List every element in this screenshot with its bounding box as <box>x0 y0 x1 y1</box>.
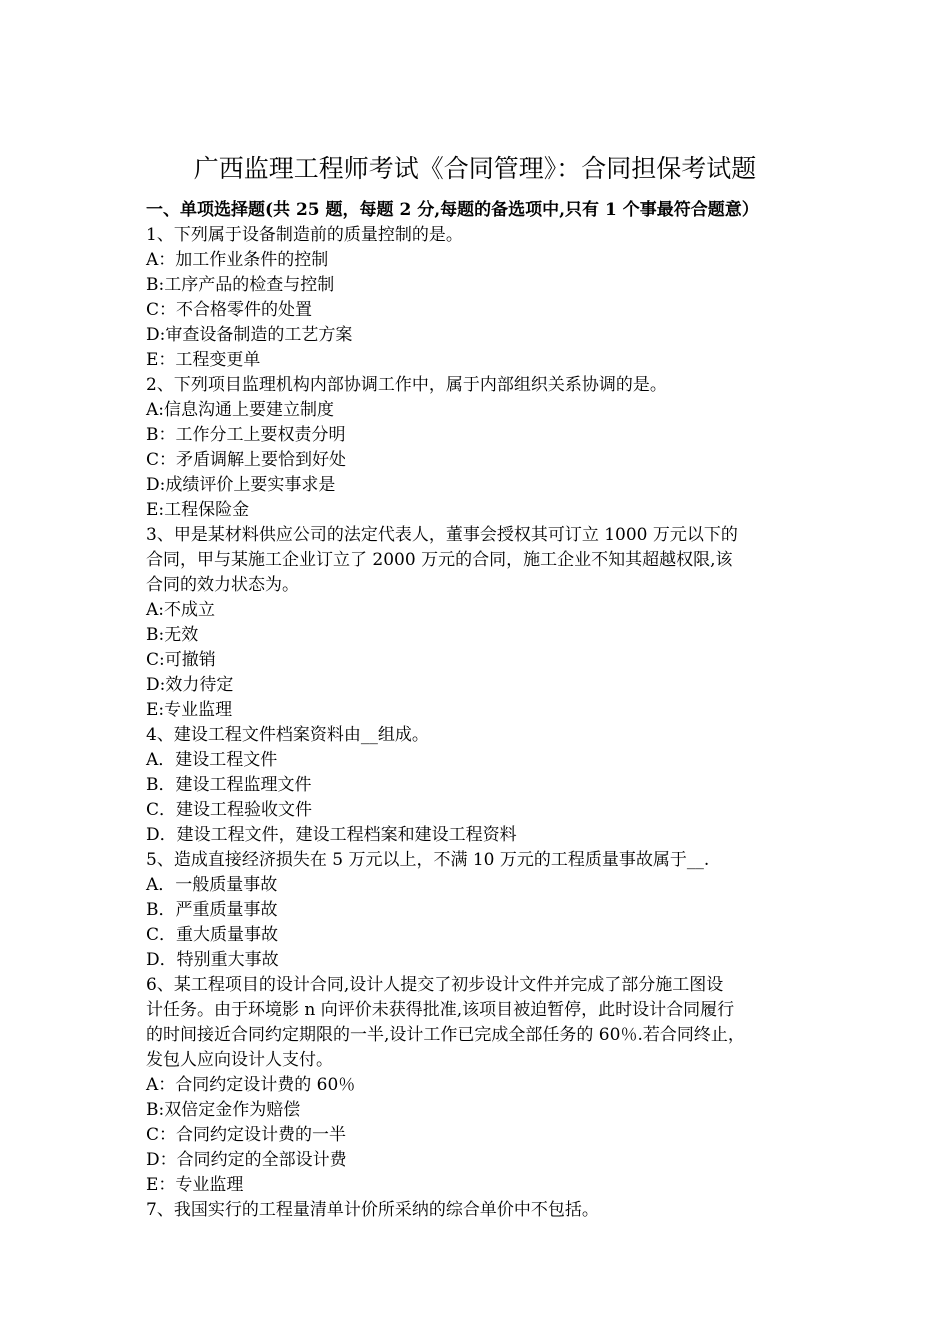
option: B．建设工程监理文件 <box>146 775 312 795</box>
option: C．重大质量事故 <box>146 925 279 945</box>
question-text-line: 发包人应向设计人支付。 <box>146 1050 333 1070</box>
option: A:信息沟通上要建立制度 <box>146 400 335 420</box>
question-text-line: 合同，甲与某施工企业订立了 2000 万元的合同，施工企业不知其超越权限,该 <box>146 550 733 570</box>
question-text: 1、下列属于设备制造前的质量控制的是。 <box>146 225 463 245</box>
option: E:专业监理 <box>146 700 233 720</box>
question-text-line: 计任务。由于环境影 n 向评价未获得批准,该项目被迫暂停，此时设计合同履行 <box>146 1000 735 1020</box>
option: B:工序产品的检查与控制 <box>146 275 335 295</box>
option: A：合同约定设计费的 60％ <box>146 1075 356 1095</box>
question-text: 4、建设工程文件档案资料由__组成。 <box>146 725 429 745</box>
option: E:工程保险金 <box>146 500 250 520</box>
option: A：加工作业条件的控制 <box>146 250 329 270</box>
option: E：工程变更单 <box>146 350 261 370</box>
document-title: 广西监理工程师考试《合同管理》：合同担保考试题 <box>193 154 757 183</box>
option: C．建设工程验收文件 <box>146 800 313 820</box>
question-text: 2、下列项目监理机构内部协调工作中，属于内部组织关系协调的是。 <box>146 375 667 395</box>
question-5 <box>146 848 826 973</box>
option: B:双倍定金作为赔偿 <box>146 1100 301 1120</box>
question-text-line: 3、甲是某材料供应公司的法定代表人，董事会授权其可订立 1000 万元以下的 <box>146 525 738 545</box>
question-3 <box>146 523 826 723</box>
option: D：合同约定的全部设计费 <box>146 1150 347 1170</box>
option: C：合同约定设计费的一半 <box>146 1125 347 1145</box>
question-4 <box>146 723 826 848</box>
option: D:效力待定 <box>146 675 234 695</box>
option: B．严重质量事故 <box>146 900 278 920</box>
option: B：工作分工上要权责分明 <box>146 425 346 445</box>
question-text: 7、我国实行的工程量清单计价所采纳的综合单价中不包括。 <box>146 1200 599 1220</box>
option: D．特别重大事故 <box>146 950 279 970</box>
option: A．一般质量事故 <box>146 875 278 895</box>
section-heading: 一、单项选择题(共 25 题，每题 2 分,每题的备选项中,只有 1 个事最符合题意） <box>146 200 759 220</box>
option: D:审查设备制造的工艺方案 <box>146 325 353 345</box>
question-6 <box>146 973 826 1198</box>
option: E：专业监理 <box>146 1175 244 1195</box>
question-text-line: 合同的效力状态为。 <box>146 575 299 595</box>
option: C：矛盾调解上要恰到好处 <box>146 450 347 470</box>
option: A．建设工程文件 <box>146 750 278 770</box>
option: B:无效 <box>146 625 199 645</box>
question-text: 5、造成直接经济损失在 5 万元以上，不满 10 万元的工程质量事故属于__. <box>146 850 710 870</box>
question-text-line: 的时间接近合同约定期限的一半,设计工作已完成全部任务的 60％.若合同终止， <box>146 1025 745 1045</box>
question-7 <box>146 1198 826 1223</box>
question-2 <box>146 373 826 523</box>
option: C：不合格零件的处置 <box>146 300 313 320</box>
option: D．建设工程文件，建设工程档案和建设工程资料 <box>146 825 517 845</box>
option: C:可撤销 <box>146 650 216 670</box>
option: A:不成立 <box>146 600 216 620</box>
document-body <box>146 198 826 1223</box>
question-text-line: 6、某工程项目的设计合同,设计人提交了初步设计文件并完成了部分施工图设 <box>146 975 724 995</box>
option: D:成绩评价上要实事求是 <box>146 475 336 495</box>
question-1 <box>146 223 826 373</box>
